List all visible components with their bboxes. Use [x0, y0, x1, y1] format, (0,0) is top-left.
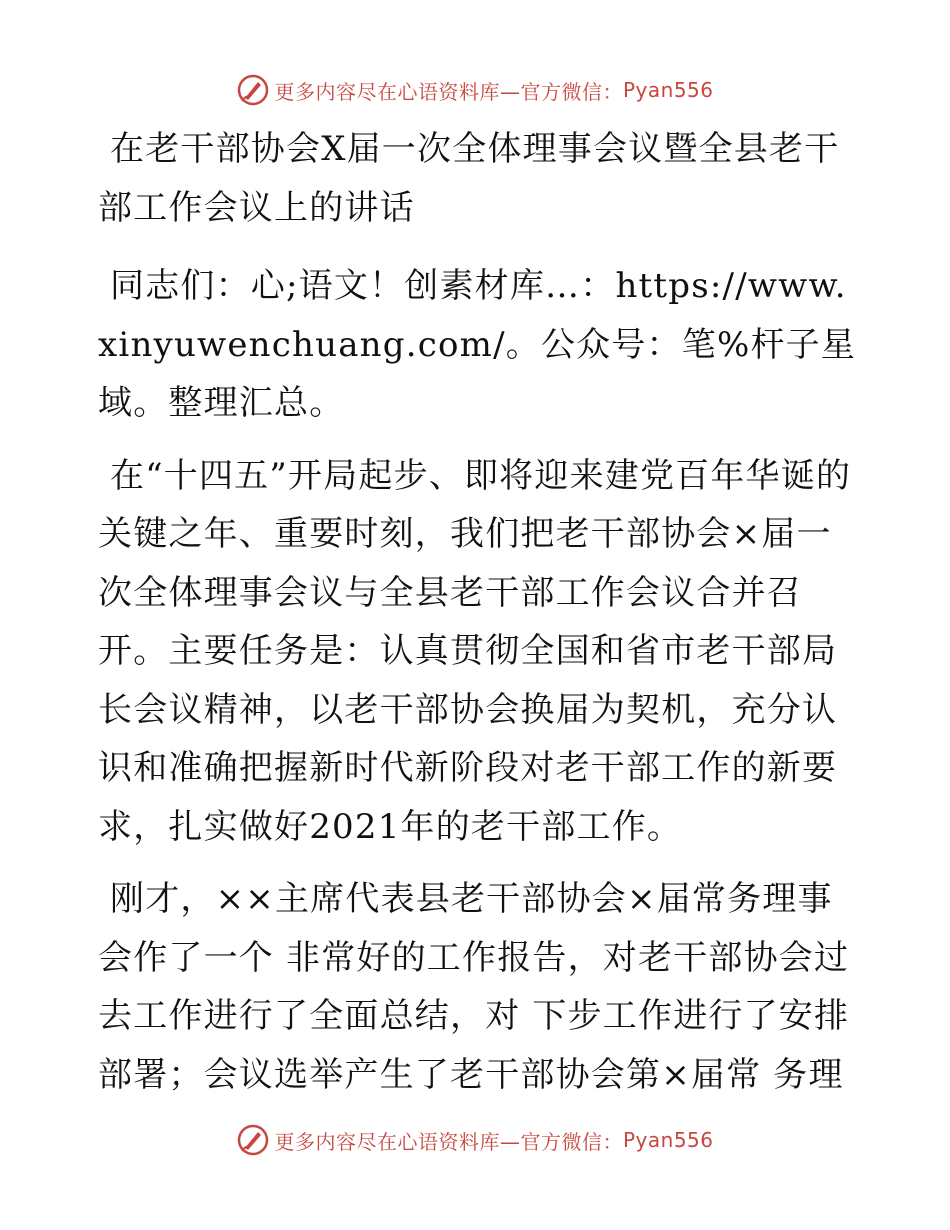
quill-seal-icon	[236, 1123, 270, 1157]
banner-wechat-id: Pyan556	[622, 78, 714, 102]
document-title: 在老干部协会X届一次全体理事会议暨全县老干部工作会议上的讲话	[98, 129, 840, 228]
banner-text: 更多内容尽在心语资料库—官方微信：	[274, 79, 623, 104]
header-watermark-banner	[0, 72, 950, 108]
paragraph-intro: 在“十四五”开局起步、即将迎来建党百年华诞的关键之年、重要时刻，我们把老干部协会×届一次全体理事会议与全县老干部工作会议合并召开。主要任务是：认真贯彻全国和省市老干部局长会议精神，以老干部协会换届为契机，充分认识和准确把握新时代新阶段对老干部工作的新要求，扎实做好2021年的老干部工作。	[98, 455, 852, 847]
quill-seal-icon	[236, 73, 270, 107]
document-body	[98, 120, 858, 1118]
footer-watermark-banner	[0, 1122, 950, 1158]
paragraph-report: 刚才，××主席代表县老干部协会×届常务理事会作了一个 非常好的工作报告，对老干部协会过去工作进行了全面总结，对 下步工作进行了安排部署；会议选举产生了老干部协会第×届常 务理	[98, 879, 850, 1095]
paragraph-greeting: 同志们：心;语文！创素材库…：https://www.xinyuwenchuang.com/。公众号：笔%杆子星域。整理汇总。	[98, 266, 857, 423]
banner-wechat-id: Pyan556	[622, 1128, 714, 1152]
banner-text: 更多内容尽在心语资料库—官方微信：	[274, 1129, 623, 1154]
